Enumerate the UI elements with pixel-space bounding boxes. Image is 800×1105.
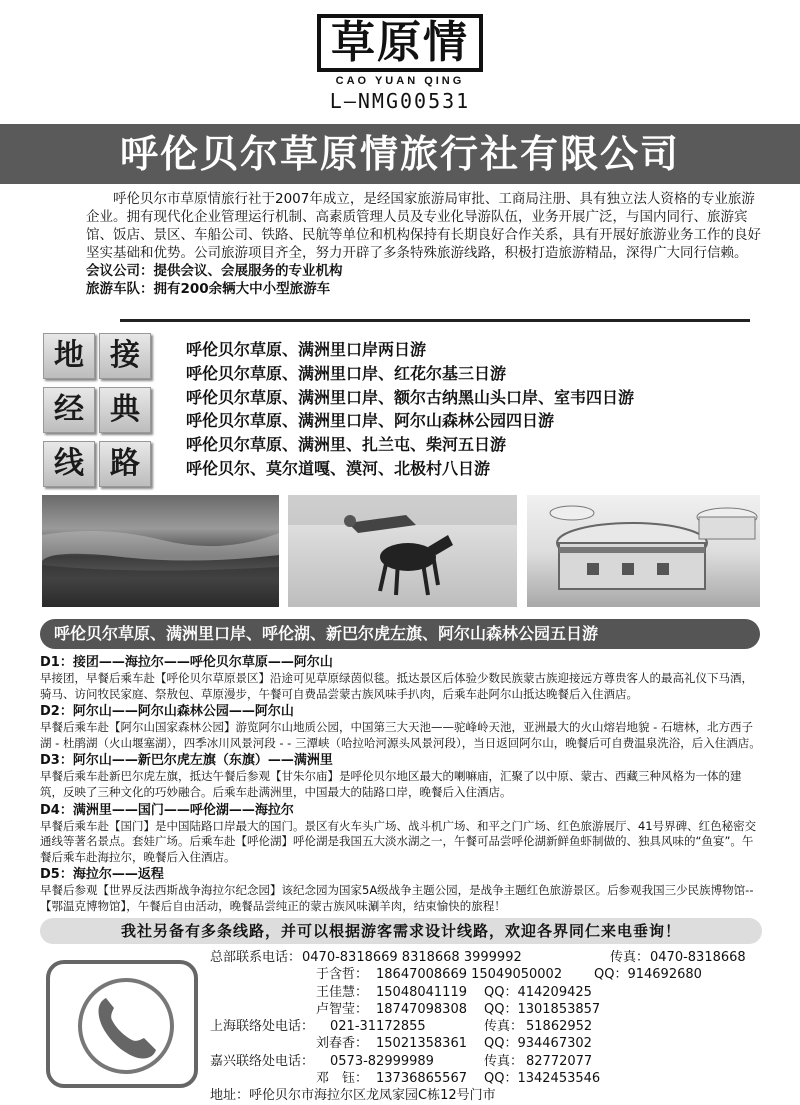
contact-name: 于含哲： bbox=[316, 967, 369, 983]
route-item: 呼伦贝尔草原、满洲里口岸两日游 bbox=[186, 340, 427, 359]
route-item: 呼伦贝尔草原、满洲里口岸、阿尔山森林公园四日游 bbox=[186, 411, 555, 431]
photo-horse-rider bbox=[288, 495, 517, 607]
hq-label: 总部联系电话： bbox=[210, 950, 302, 965]
day-body: 早餐后乘车赴新巴尔虎左旗，抵达午餐后参观【甘朱尔庙】是呼伦贝尔地区最大的喇嘛庙，汇聚了以中原、蒙古、西藏三种风格为一体的建筑，反映了三种文化的巧妙融合。后乘车赴满洲里，中国最大的陆路口岸，晚餐后入住酒店。 bbox=[40, 769, 742, 799]
contact-tel: 18647008669 15049050002 bbox=[376, 967, 563, 983]
day-heading: D4：满洲里——国门——呼伦湖——海拉尔 bbox=[40, 802, 294, 818]
contact-qq: QQ：414209425 bbox=[484, 984, 592, 1000]
tile-char: 典 bbox=[99, 387, 151, 433]
day-body: 早餐后乘车赴【国门】是中国陆路口岸最大的国门。景区有火车头广场、战斗机广场、和平之门广场、红色旅游展厅、41号界碑、红色秘密交通线等著名景点。套娃广场。后乘车赴【呼伦湖】呼伦湖是我国五大淡水湖之一，午餐可品尝呼伦湖新鲜鱼虾制做的、独具风味的“鱼宴”。午餐后乘车赴海拉尔，晚餐后入住酒店。 bbox=[40, 818, 757, 864]
logo-text: 草原情 bbox=[317, 14, 483, 72]
telephone-icon bbox=[46, 960, 198, 1088]
fax-label: 传真： bbox=[610, 950, 650, 965]
tile-char: 路 bbox=[99, 441, 151, 487]
divider bbox=[120, 319, 750, 322]
company-logo bbox=[0, 14, 800, 113]
contact-qq: QQ：1301853857 bbox=[484, 1001, 601, 1017]
company-title: 呼伦贝尔草原情旅行社有限公司 bbox=[0, 124, 800, 184]
contact-name: 王佳慧： bbox=[316, 984, 369, 1000]
five-day-banner: 呼伦贝尔草原、满洲里口岸、呼伦湖、新巴尔虎左旗、阿尔山森林公园五日游 bbox=[40, 619, 760, 649]
contact-tel: 13736865567 bbox=[376, 1071, 467, 1087]
contact-qq: QQ：1342453546 bbox=[484, 1071, 601, 1087]
day-heading: D2：阿尔山——阿尔山森林公园——阿尔山 bbox=[40, 704, 294, 720]
hq-tel: 0470-8318669 8318668 3999992 bbox=[302, 950, 522, 965]
fax-label: 传真： bbox=[484, 1019, 524, 1035]
contact-tel: 18747098308 bbox=[376, 1001, 467, 1017]
tile-char: 地 bbox=[43, 333, 95, 379]
intro-paragraph: 呼伦贝尔市草原情旅行社于2007年成立，是经国家旅游局审批、工商局注册、具有独立法人资格的专业旅游企业。拥有现代化企业管理运行机制、高素质管理人员及专业化导游队伍，业务开展广泛，与国内同行、旅游宾馆、饭店、景区、车船公司、铁路、民航等单位和机构保持有长期良好合作关系，具有开展好旅游业务工作的良好坚实基础和优势。公司旅游项目齐全，努力开辟了多条特殊旅游线路，积极打造旅游精品，深得广大同行信赖。 bbox=[86, 191, 761, 261]
address: 地址：呼伦贝尔市海拉尔区龙凤家园C栋12号门市 bbox=[210, 1088, 496, 1104]
route-item: 呼伦贝尔草原、满洲里、扎兰屯、柴河五日游 bbox=[186, 435, 507, 455]
conference-line: 会议公司：提供会议、会展服务的专业机构 bbox=[86, 263, 343, 279]
route-list bbox=[186, 338, 634, 481]
route-item: 呼伦贝尔草原、满洲里口岸、额尔古纳黑山头口岸、室韦四日游 bbox=[186, 387, 635, 407]
day-body: 早餐后乘车赴【阿尔山国家森林公园】游览阿尔山地质公园，中国第三大天池——驼峰岭天池，亚洲最大的火山熔岩地貌 - 石塘林，北方西子湖 - 杜鹃湖（火山堰塞湖），四季冰川风景河段 - - 三潭峡（哈拉哈河源头风景河段），当日返回阿尔山，晚餐后可自费温泉洗浴，后入住酒店。 bbox=[40, 720, 761, 750]
tile-char: 经 bbox=[43, 387, 95, 433]
jiaxing-fax: 82772077 bbox=[526, 1053, 593, 1069]
hq-fax: 0470-8318668 bbox=[650, 950, 746, 965]
day-heading: D3：阿尔山——新巴尔虎左旗（东旗）——满洲里 bbox=[40, 753, 333, 769]
day-body: 早餐后参观【世界反法西斯战争海拉尔纪念园】该纪念园为国家5A级战争主题公园，是战争主题红色旅游景区。后参观我国三少民族博物馆--【鄂温克博物馆】，午餐后自由活动，晚餐品尝纯正的蒙古族风味涮羊肉，结束愉快的旅程！ bbox=[40, 883, 754, 913]
day-heading: D5：海拉尔——返程 bbox=[40, 867, 164, 883]
contact-tel: 15021358361 bbox=[376, 1036, 467, 1052]
contact-qq: QQ：934467302 bbox=[484, 1036, 592, 1052]
logo-pinyin: CAO YUAN QING bbox=[335, 75, 465, 87]
fax-label: 传真： bbox=[484, 1053, 524, 1069]
route-item: 呼伦贝尔、莫尔道嘎、漠河、北极村八日游 bbox=[186, 458, 491, 478]
contact-name: 邓 钰： bbox=[316, 1071, 369, 1087]
jiaxing-tel: 0573-82999989 bbox=[330, 1053, 434, 1069]
route-item: 呼伦贝尔草原、满洲里口岸、红花尔基三日游 bbox=[186, 363, 507, 383]
tile-char: 线 bbox=[43, 441, 95, 487]
slogan-bar: 我社另备有多条线路，并可以根据游客需求设计线路，欢迎各界同仁来电垂询！ bbox=[40, 918, 762, 944]
fleet-line: 旅游车队：拥有200余辆大中小型旅游车 bbox=[86, 281, 331, 297]
license-code: L–NMG00531 bbox=[329, 89, 471, 113]
shanghai-label: 上海联络处电话： bbox=[210, 1019, 315, 1035]
contact-name: 卢智莹： bbox=[316, 1001, 369, 1017]
contact-qq: QQ：914692680 bbox=[594, 967, 702, 983]
day-body: 早接团，早餐后乘车赴【呼伦贝尔草原景区】沿途可见草原绿茵似毯。抵达景区后体验少数民族蒙古族迎接远方尊贵客人的最高礼仪下马酒，骑马、访问牧民家庭、祭敖包、草原漫步，午餐可自费品尝蒙古族风味手扒肉，后乘车赴阿尔山抵达晚餐后入住酒店。 bbox=[40, 671, 753, 701]
contact-name: 刘春香： bbox=[316, 1036, 369, 1052]
itinerary bbox=[40, 654, 762, 916]
photo-yurts bbox=[527, 495, 760, 607]
shanghai-fax: 51862952 bbox=[526, 1019, 593, 1035]
day-heading: D1：接团——海拉尔——呼伦贝尔草原——阿尔山 bbox=[40, 655, 333, 670]
shanghai-tel: 021-31172855 bbox=[330, 1019, 426, 1035]
jiaxing-label: 嘉兴联络处电话： bbox=[210, 1053, 315, 1069]
contact-tel: 15048041119 bbox=[376, 984, 467, 1000]
tile-char: 接 bbox=[99, 333, 151, 379]
company-intro bbox=[86, 190, 766, 298]
photo-lake bbox=[42, 495, 279, 607]
